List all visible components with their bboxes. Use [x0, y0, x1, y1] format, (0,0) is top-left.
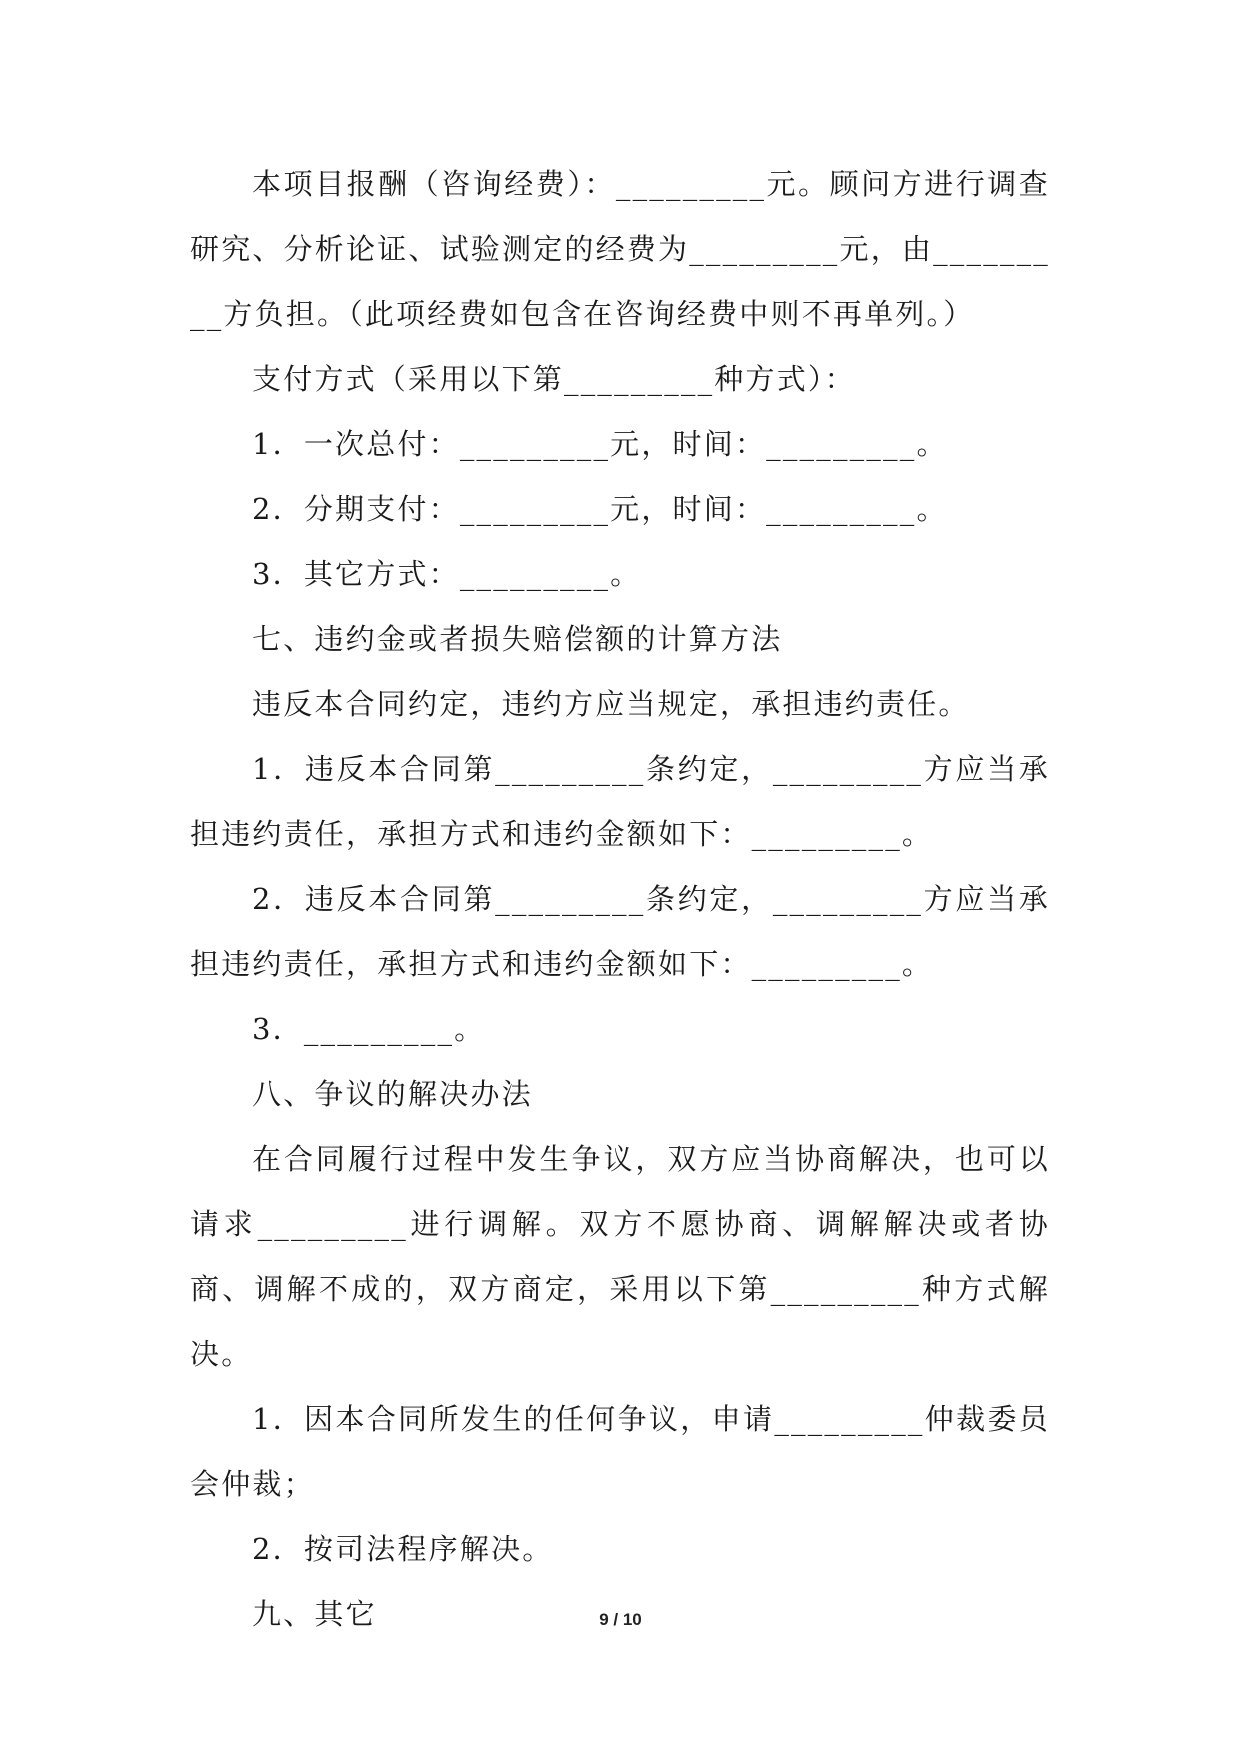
paragraph-payment-other: 3．其它方式：_________。 [252, 557, 642, 591]
paragraph-dispute-judicial: 2．按司法程序解决。 [252, 1532, 554, 1566]
paragraph-payment-installment: 2．分期支付：_________元，时间：_________。 [252, 492, 948, 526]
section-heading-eight: 八、争议的解决办法 [252, 1077, 533, 1111]
paragraph-breach-item-3: 3．_________。 [252, 1012, 486, 1046]
paragraph-dispute-arbitration: 1．因本合同所发生的任何争议，申请_________仲裁委员会仲裁； [190, 1402, 1050, 1501]
paragraph-breach-item-2: 2．违反本合同第_________条约定，_________方应当承担违约责任，承担方式和违约金额如下：_________。 [190, 882, 1050, 981]
document-body [190, 152, 1050, 1647]
paragraph-payment-lump-sum: 1．一次总付：_________元，时间：_________。 [252, 427, 948, 461]
section-heading-seven: 七、违约金或者损失赔偿额的计算方法 [252, 622, 783, 656]
paragraph-remuneration: 本项目报酬（咨询经费）：_________元。顾问方进行调查研究、分析论证、试验测定的经费为_________元，由_________方负担。（此项经费如包含在咨询经费中则不再单列。） [190, 167, 1051, 331]
section-heading-nine: 九、其它 [252, 1597, 377, 1631]
paragraph-payment-method: 支付方式（采用以下第_________种方式）： [252, 362, 856, 396]
paragraph-breach-item-1: 1．违反本合同第_________条约定，_________方应当承担违约责任，承担方式和违约金额如下：_________。 [190, 752, 1050, 851]
paragraph-dispute-general: 在合同履行过程中发生争议，双方应当协商解决，也可以请求_________进行调解。双方不愿协商、调解解决或者协商、调解不成的，双方商定，采用以下第_________种方式解决。 [190, 1142, 1050, 1371]
paragraph-breach-general: 违反本合同约定，违约方应当规定，承担违约责任。 [252, 687, 970, 721]
page-number: 9 / 10 [599, 1610, 642, 1629]
